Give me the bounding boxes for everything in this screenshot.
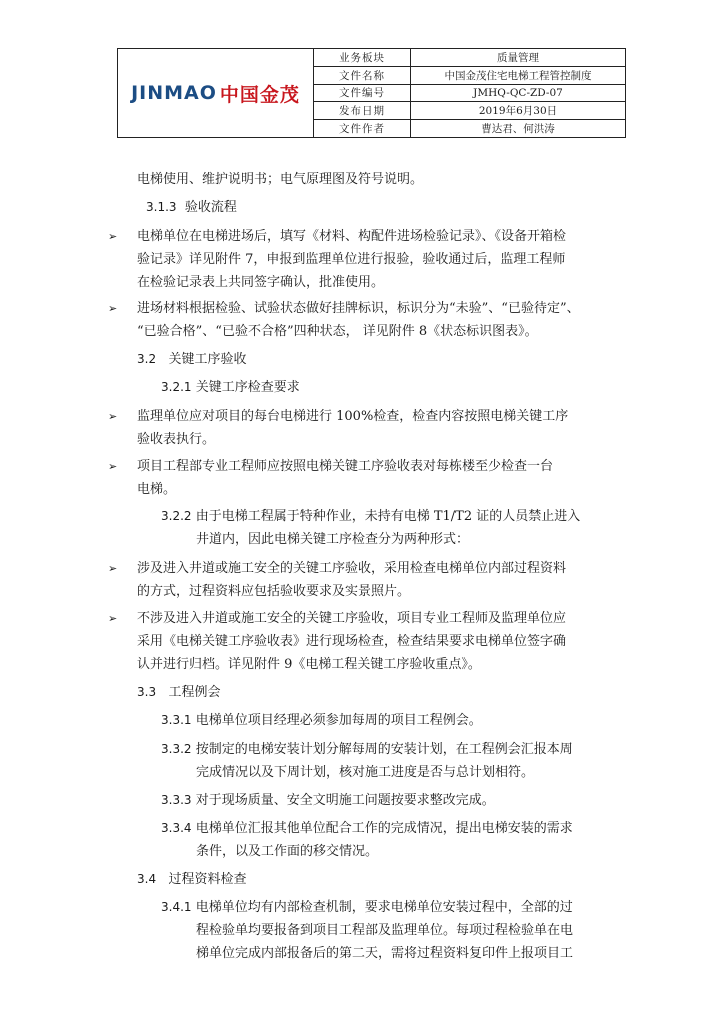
clause-3-3-3-line bbox=[161, 789, 495, 812]
header-key: 文件编号 bbox=[314, 85, 411, 102]
bullet-arrow-icon: ➢ bbox=[108, 612, 118, 625]
clause-3-3-2-line bbox=[161, 738, 573, 761]
section-number: 3.2.2 bbox=[161, 509, 192, 523]
section-number: 3.3.2 bbox=[161, 742, 192, 756]
header-key: 文件名称 bbox=[314, 67, 411, 84]
bullet-line: “已验合格”、“已验不合格”四种状态， 详见附件 8《状态标识图表》。 bbox=[137, 324, 538, 339]
section-heading-3-2-1 bbox=[161, 376, 300, 399]
header-value: JMHQ-QC-ZD-07 bbox=[473, 86, 563, 99]
document-header-table bbox=[117, 48, 626, 138]
clause-line: 条件，以及工作面的移交情况。 bbox=[196, 844, 379, 859]
section-heading-3-3 bbox=[137, 681, 221, 704]
section-number: 3.4 bbox=[137, 872, 157, 886]
section-title: 验收流程 bbox=[184, 200, 237, 215]
bullet-line: 进场材料根据检验、试验状态做好挂牌标识，标识分为“未验”、“已验待定”、 bbox=[137, 301, 580, 316]
company-logo bbox=[118, 49, 314, 137]
section-number: 3.3.3 bbox=[161, 793, 192, 807]
logo-latin-text: JINMAO bbox=[131, 82, 217, 104]
section-number: 3.1.3 bbox=[146, 200, 177, 214]
clause-text: 电梯单位均有内部检查机制，要求电梯单位安装过程中，全部的过 bbox=[195, 900, 573, 915]
bullet-line: 采用《电梯关键工序验收表》进行现场检查，检查结果要求电梯单位签字确 bbox=[137, 634, 567, 649]
header-key: 业务板块 bbox=[314, 49, 411, 66]
clause-3-3-1-line bbox=[161, 709, 482, 732]
section-number: 3.2.1 bbox=[161, 380, 192, 394]
bullet-line: 电梯。 bbox=[137, 482, 177, 497]
header-row-filename bbox=[314, 67, 625, 85]
clause-text: 由于电梯工程属于特种作业，未持有电梯 T1/T2 证的人员禁止进入 bbox=[195, 509, 581, 524]
bullet-arrow-icon: ➢ bbox=[108, 562, 118, 575]
section-title: 关键工序验收 bbox=[168, 352, 247, 367]
bullet-line: 的方式，过程资料应包括验收要求及实景照片。 bbox=[137, 584, 411, 599]
section-number: 3.3 bbox=[137, 685, 157, 699]
clause-text: 按制定的电梯安装计划分解每周的安装计划，在工程例会汇报本周 bbox=[195, 742, 573, 757]
bullet-line: 电梯单位在电梯进场后，填写《材料、构配件进场检验记录》、《设备开箱检 bbox=[137, 229, 567, 244]
bullet-line: 验收表执行。 bbox=[137, 432, 216, 447]
paragraph-line: 电梯使用、维护说明书；电气原理图及符号说明。 bbox=[137, 172, 424, 187]
header-value: 中国金茂住宅电梯工程管控制度 bbox=[444, 69, 592, 82]
section-heading-3-4 bbox=[137, 868, 247, 891]
clause-text: 电梯单位项目经理必须参加每周的项目工程例会。 bbox=[195, 713, 482, 728]
section-number: 3.4.1 bbox=[161, 900, 192, 914]
section-title: 关键工序检查要求 bbox=[195, 380, 300, 395]
bullet-line: 涉及进入井道或施工安全的关键工序验收，采用检查电梯单位内部过程资料 bbox=[137, 561, 567, 576]
bullet-line: 监理单位应对项目的每台电梯进行 100%检查，检查内容按照电梯关键工序 bbox=[137, 409, 569, 424]
clause-line: 完成情况以及下周计划，核对施工进度是否与总计划相符。 bbox=[196, 765, 535, 780]
header-row-author bbox=[314, 120, 625, 137]
clause-3-3-4-line bbox=[161, 817, 573, 840]
header-row-fileno bbox=[314, 85, 625, 103]
clause-text: 电梯单位汇报其他单位配合工作的完成情况，提出电梯安装的需求 bbox=[195, 821, 573, 836]
header-value: 曹达君、何洪涛 bbox=[481, 123, 555, 136]
header-value: 2019年6月30日 bbox=[478, 105, 558, 118]
bullet-line: 不涉及进入井道或施工安全的关键工序验收，项目专业工程师及监理单位应 bbox=[137, 611, 567, 626]
header-info-rows bbox=[314, 49, 625, 137]
clause-line: 井道内，因此电梯关键工序检查分为两种形式： bbox=[196, 532, 470, 547]
section-heading-3-2 bbox=[137, 348, 247, 371]
clause-line: 程检验单均要报备到项目工程部及监理单位。每项过程检验单在电 bbox=[196, 923, 574, 938]
header-key: 发布日期 bbox=[314, 102, 411, 119]
logo-chinese-text: 中国金茂 bbox=[219, 83, 300, 106]
bullet-arrow-icon: ➢ bbox=[108, 410, 118, 423]
bullet-arrow-icon: ➢ bbox=[108, 302, 118, 315]
header-row-date bbox=[314, 102, 625, 120]
section-number: 3.3.4 bbox=[161, 821, 192, 835]
bullet-line: 认并进行归档。详见附件 9《电梯工程关键工序验收重点》。 bbox=[137, 657, 481, 672]
section-number: 3.3.1 bbox=[161, 713, 192, 727]
section-title: 工程例会 bbox=[168, 685, 221, 700]
section-heading-3-1-3 bbox=[146, 196, 237, 219]
header-row-business bbox=[314, 49, 625, 67]
section-title: 过程资料检查 bbox=[168, 872, 247, 887]
bullet-arrow-icon: ➢ bbox=[108, 460, 118, 473]
header-key: 文件作者 bbox=[314, 120, 411, 137]
header-value: 质量管理 bbox=[497, 51, 539, 64]
bullet-line: 项目工程部专业工程师应按照电梯关键工序验收表对每栋楼至少检查一台 bbox=[137, 459, 554, 474]
bullet-arrow-icon: ➢ bbox=[108, 230, 118, 243]
bullet-line: 在检验记录表上共同签字确认，批准使用。 bbox=[137, 275, 385, 290]
bullet-line: 验记录》详见附件 7，申报到监理单位进行报验，验收通过后，监理工程师 bbox=[137, 252, 566, 267]
section-number: 3.2 bbox=[137, 352, 157, 366]
clause-3-4-1-line bbox=[161, 896, 573, 919]
clause-line: 梯单位完成内部报备后的第二天，需将过程资料复印件上报项目工 bbox=[196, 946, 574, 961]
clause-3-2-2-line bbox=[161, 505, 580, 528]
clause-text: 对于现场质量、安全文明施工问题按要求整改完成。 bbox=[195, 793, 495, 808]
